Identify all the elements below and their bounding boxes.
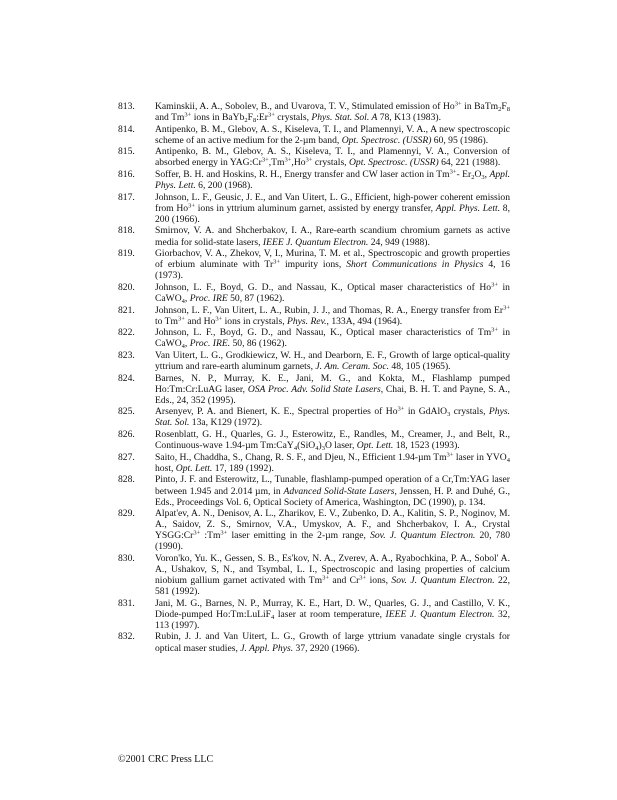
journal-name: Advanced Solid-State Lasers bbox=[283, 485, 395, 497]
copyright-footer: ©2001 CRC Press LLC bbox=[118, 754, 214, 765]
reference-text bbox=[155, 406, 510, 428]
text-segment: in CaWO bbox=[155, 327, 510, 350]
text-segment: ,Ho bbox=[291, 157, 306, 169]
subscript: 2 bbox=[498, 106, 502, 113]
reference-entry bbox=[118, 282, 510, 304]
text-segment: laser emitting in the 2-µm range, bbox=[227, 530, 371, 542]
text-segment: ions in yttrium aluminum garnet, assisted by energy transfer, bbox=[195, 202, 436, 214]
subscript: 4 bbox=[181, 297, 185, 305]
text-segment: crystals, bbox=[450, 406, 489, 418]
text-segment: :Er bbox=[256, 112, 268, 124]
reference-number: 831. bbox=[118, 597, 135, 609]
text-segment: ions in BaYb bbox=[191, 112, 245, 124]
reference-number: 816. bbox=[118, 169, 135, 181]
text-segment: and Cr bbox=[329, 575, 360, 587]
subscript: 3 bbox=[321, 445, 325, 453]
reference-text bbox=[155, 305, 510, 327]
text-segment: 37, 2920 (1966). bbox=[293, 642, 360, 654]
text-segment: Arsenyev, P. A. and Bienert, K. E., Spectral properties of Ho bbox=[155, 406, 398, 418]
text-segment: Antipenko, B. M., Glebov, A. S., Kiseleva, T. I., and Plamennyi, V. A., Conversion of absorbed energy in YAG:Cr bbox=[155, 146, 510, 169]
text-segment: 64, 221 (1988). bbox=[438, 157, 501, 169]
text-segment: Pinto, J. F. and Esterowitz, L., Tunable, flashlamp-pumped operation of a Cr,Tm:YAG laser between 1.945 and 2.014 µm, in bbox=[155, 474, 510, 497]
subscript: 4 bbox=[315, 445, 319, 453]
reference-text bbox=[155, 146, 510, 168]
supscript: 3+ bbox=[491, 326, 499, 334]
reference-entry bbox=[118, 631, 510, 653]
reference-text bbox=[155, 474, 510, 507]
text-segment: 24, 949 (1988). bbox=[368, 236, 430, 248]
text-segment: (SiO bbox=[297, 440, 316, 452]
reference-entry bbox=[118, 248, 510, 281]
journal-name: OSA Proc. Adv. Solid State Lasers bbox=[247, 383, 381, 395]
reference-entry bbox=[118, 327, 510, 349]
text-segment: Voron'ko, Yu. K., Gessen, S. B., Es'kov, N. A., Zverev, A. A., Ryabochkina, P. A., Sobol' A. A., Ushakov, S, N., and Tsymbal, L. I., Spectroscopic and lasing properties of calcium niobium gallium garnet activated with Tm bbox=[155, 552, 510, 587]
text-segment: 22, 581 (1992). bbox=[155, 575, 510, 598]
supscript: 3+ bbox=[178, 315, 185, 323]
journal-name: Proc. IRE bbox=[189, 292, 228, 304]
reference-text bbox=[155, 192, 510, 225]
supscript: 3+ bbox=[267, 111, 275, 119]
text-segment: Kaminskii, A. A., Sobolev, B., and Uvarova, T. V., Stimulated emission of Ho bbox=[155, 101, 455, 112]
supscript: 3+ bbox=[322, 574, 330, 582]
journal-name: IEEE J. Quantum Electron. bbox=[385, 608, 495, 620]
subscript: 2 bbox=[244, 117, 248, 125]
text-segment: , bbox=[484, 169, 490, 181]
text-segment: ions in crystals, bbox=[222, 315, 287, 327]
text-segment: , Jenssen, H. P. and Duhé, G., Eds., Proceedings Vol. 6, Optical Society of America, Washington, DC (1990), p. 134. bbox=[155, 485, 510, 508]
text-segment: Antipenko, B. M., Glebov, A. S., Kiseleva, T. I., and Plamennyi, V. A., A new spectroscopic scheme of an active medium for the 2-µm band, bbox=[155, 123, 510, 146]
reference-text bbox=[155, 553, 510, 597]
subscript: 3 bbox=[447, 411, 451, 419]
text-segment: 48, 105 (1965). bbox=[389, 361, 451, 373]
text-segment: to Tm bbox=[155, 315, 179, 327]
reference-entry bbox=[118, 598, 510, 631]
text-segment: 4, 16 (1973). bbox=[155, 259, 511, 282]
text-segment: O bbox=[474, 169, 482, 181]
text-segment: 17, 189 (1992). bbox=[212, 462, 274, 474]
subscript: 4 bbox=[293, 445, 298, 453]
journal-name: Sov. J. Quantum Electron. bbox=[391, 575, 495, 587]
text-segment: Jani, M. G., Barnes, N. P., Murray, K. E., Hart, D. W., Quarles, G. J., and Castillo, V. K., Diode-pumped Ho:Tm:LuLiF bbox=[155, 597, 510, 620]
reference-number: 821. bbox=[118, 304, 135, 316]
reference-text bbox=[155, 508, 510, 552]
text-segment: in BaTm bbox=[461, 101, 499, 112]
supscript: 3+ bbox=[491, 281, 498, 289]
supscript: 3+ bbox=[454, 100, 462, 108]
reference-entry bbox=[118, 192, 510, 225]
text-segment: Rubin, J. J. and Van Uitert, L. G., Growth of large yttrium vanadate single crystals for optical maser studies, bbox=[155, 631, 510, 654]
text-segment: and Tm bbox=[155, 112, 185, 124]
subscript: 3 bbox=[481, 174, 485, 182]
reference-entry bbox=[118, 474, 510, 507]
reference-number: 830. bbox=[118, 552, 135, 564]
reference-text bbox=[155, 169, 510, 191]
journal-name: Opt. Spectrosc. (USSR) bbox=[348, 157, 439, 169]
text-segment: Van Uitert, L. G., Grodkiewicz, W. H., and Dearborn, E. F., Growth of large optical-quality yttrium and rare-earth aluminum garnets, bbox=[155, 349, 510, 373]
journal-name: Proc. IRE. bbox=[189, 338, 231, 350]
text-segment: Smirnov, V. A. and Shcherbakov, I. A., Rare-earth scandium chromium garnets as active media for solid-state lasers, bbox=[155, 225, 510, 248]
reference-text bbox=[155, 124, 510, 146]
subscript: 2 bbox=[471, 174, 475, 182]
journal-name: Appl. Phys. Lett. bbox=[435, 202, 501, 214]
supscript: 3+ bbox=[359, 574, 367, 582]
text-segment: Giorbachov, V. A., Zhekov, V, I., Murina, T. M. et al., Spectroscopic and growth properties of erbium aluminate with Tr bbox=[155, 248, 510, 271]
text-segment: O laser, bbox=[324, 440, 357, 452]
reference-entry bbox=[118, 305, 510, 327]
text-segment: Johnson, L. F., Geusic, J. E., and Van Uitert, L. G., Efficient, high-power coherent emission from Ho bbox=[155, 191, 510, 214]
text-segment: 32, 113 (1997). bbox=[155, 608, 510, 631]
reference-list bbox=[118, 101, 510, 654]
supscript: 3+ bbox=[220, 529, 228, 537]
reference-text bbox=[155, 373, 510, 406]
text-segment: - Er bbox=[456, 169, 472, 181]
text-segment: 20, 780 (1990). bbox=[155, 530, 510, 553]
text-segment: 18, 1523 (1993). bbox=[393, 440, 460, 452]
reference-number: 820. bbox=[118, 281, 135, 293]
text-segment: 6, 200 (1968). bbox=[195, 180, 253, 192]
supscript: 3+ bbox=[188, 202, 196, 210]
text-segment: 8, 200 (1966). bbox=[155, 202, 510, 225]
reference-number: 817. bbox=[118, 191, 135, 203]
supscript: 3+ bbox=[503, 304, 510, 312]
reference-entry bbox=[118, 169, 510, 191]
reference-number: 819. bbox=[118, 248, 135, 260]
reference-number: 824. bbox=[118, 372, 135, 384]
subscript: 4 bbox=[506, 456, 510, 464]
journal-name: Opt. Lett. bbox=[175, 462, 213, 474]
reference-number: 823. bbox=[118, 349, 135, 361]
text-segment: impurity ions, bbox=[280, 259, 347, 271]
reference-text bbox=[155, 452, 510, 474]
reference-text bbox=[155, 631, 510, 653]
reference-number: 814. bbox=[118, 123, 135, 135]
reference-number: 826. bbox=[118, 429, 135, 441]
reference-number: 828. bbox=[118, 474, 135, 486]
reference-entry bbox=[118, 350, 510, 372]
reference-number: 818. bbox=[118, 225, 135, 237]
supscript: 3+ bbox=[215, 315, 223, 323]
text-segment: in GdAlO bbox=[404, 406, 448, 418]
supscript: 3+ bbox=[193, 529, 201, 537]
reference-text bbox=[155, 429, 510, 451]
text-segment: crystals, bbox=[274, 112, 312, 124]
text-segment: and Ho bbox=[184, 315, 216, 327]
text-segment: 78, K13 (1983). bbox=[377, 112, 441, 124]
supscript: 3+ bbox=[184, 111, 192, 119]
supscript: 3+ bbox=[305, 156, 313, 164]
journal-name: Phys. Stat. Sol. A bbox=[311, 112, 378, 124]
journal-name: Sov. J. Quantum Electron. bbox=[370, 530, 476, 542]
supscript: 3+ bbox=[397, 405, 405, 413]
text-segment: host, bbox=[155, 462, 176, 474]
text-segment: ,Tm bbox=[268, 157, 285, 169]
text-segment: laser in YVO bbox=[453, 451, 507, 463]
text-segment: , 133A, 494 (1964). bbox=[326, 315, 403, 327]
text-segment: Johnson, L. F., Boyd, G. D., and Nassau, K., Optical maser characteristics of Tm bbox=[155, 327, 492, 339]
text-segment: Johnson, L. F., Van Uitert, L. A., Rubin, J. J., and Thomas, R. A., Energy transfer from Er bbox=[155, 304, 504, 316]
reference-entry bbox=[118, 452, 510, 474]
reference-entry bbox=[118, 429, 510, 451]
reference-text bbox=[155, 101, 510, 123]
supscript: 3+ bbox=[261, 156, 269, 164]
reference-number: 832. bbox=[118, 631, 135, 643]
journal-name: Phys. Rev. bbox=[287, 315, 327, 327]
reference-text bbox=[155, 327, 510, 349]
text-segment: ions, bbox=[366, 575, 392, 587]
supscript: 3+ bbox=[446, 451, 454, 459]
supscript: 3+ bbox=[284, 156, 292, 164]
reference-text bbox=[155, 350, 510, 372]
reference-number: 827. bbox=[118, 451, 135, 463]
text-segment: in CaWO bbox=[155, 281, 510, 304]
text-segment: 50, 86 (1962). bbox=[230, 338, 287, 350]
text-segment: F bbox=[501, 101, 507, 112]
journal-name: J. Am. Ceram. Soc. bbox=[315, 361, 390, 373]
journal-name: Phys. Stat. Sol. bbox=[155, 406, 510, 429]
reference-entry bbox=[118, 373, 510, 406]
text-segment: Alpat'ev, A. N., Denisov, A. L., Zharikov, E. V., Zubenko, D. A., Kalitin, S. P., Noginov, M. A., Saidov, Z. S., Smirnov, V.A., Umyskov, A. F., and Shcherbakov, I. A., Crystal YSGG:Cr bbox=[155, 508, 510, 542]
reference-number: 829. bbox=[118, 508, 135, 520]
text-segment: crystals, bbox=[312, 157, 349, 169]
reference-text bbox=[155, 248, 510, 281]
subscript: 4 bbox=[271, 613, 275, 621]
text-segment: , bbox=[184, 292, 190, 304]
journal-name: Short Communications in Physics bbox=[346, 259, 484, 271]
text-segment: 50, 87 (1962). bbox=[227, 292, 285, 304]
subscript: 4 bbox=[181, 343, 185, 351]
reference-text bbox=[155, 282, 510, 304]
reference-entry bbox=[118, 101, 510, 123]
text-segment: laser at room temperature, bbox=[274, 608, 386, 620]
reference-number: 815. bbox=[118, 146, 135, 158]
reference-text bbox=[155, 598, 510, 631]
reference-entry bbox=[118, 406, 510, 428]
reference-entry bbox=[118, 225, 510, 247]
reference-entry bbox=[118, 146, 510, 168]
journal-name: J. Appl. Phys. bbox=[240, 642, 294, 654]
journal-name: Opt. Lett. bbox=[356, 440, 394, 452]
text-segment: Rosenblatt, G. H., Quarles, G. J., Esterowitz, E., Randles, M., Creamer, J., and Belt, R., Continuous-wave 1.94-µm Tm:CaY bbox=[155, 429, 510, 452]
text-segment: Soffer, B. H. and Hoskins, R. H., Energy transfer and CW laser action in Tm bbox=[155, 169, 450, 181]
reference-entry bbox=[118, 508, 510, 552]
text-segment: Barnes, N. P., Murray, K. E., Jani, M. G., and Kokta, M., Flashlamp pumped Ho:Tm:Cr:LuAG laser, bbox=[155, 372, 510, 395]
reference-number: 825. bbox=[118, 406, 135, 418]
text-segment: 13a, K129 (1972). bbox=[189, 417, 263, 429]
text-segment: , Chai, B. H. T. and Payne, S. A., Eds., 24, 352 (1995). bbox=[155, 383, 510, 406]
reference-number: 813. bbox=[118, 101, 135, 112]
supscript: 3+ bbox=[273, 258, 281, 266]
subscript: 8 bbox=[252, 117, 257, 125]
journal-name: Appl. Phys. Lett. bbox=[155, 169, 511, 192]
reference-text bbox=[155, 225, 510, 247]
supscript: 3+ bbox=[449, 168, 457, 176]
text-segment: 60, 95 (1986). bbox=[431, 134, 489, 146]
text-segment: ) bbox=[318, 440, 322, 452]
reference-number: 822. bbox=[118, 327, 135, 339]
text-segment: Johnson, L. F., Boyd, G. D., and Nassau, K., Optical maser characteristics of Ho bbox=[155, 281, 492, 293]
journal-name: Opt. Spectrosc. (USSR) bbox=[341, 134, 432, 146]
reference-entry bbox=[118, 124, 510, 146]
reference-entry bbox=[118, 553, 510, 597]
text-segment: , bbox=[184, 338, 190, 350]
text-segment: F bbox=[247, 112, 253, 124]
text-segment: :Tm bbox=[200, 530, 221, 542]
journal-name: IEEE J. Quantum Electron. bbox=[262, 236, 369, 248]
subscript: 8 bbox=[506, 106, 510, 113]
text-segment: Saito, H., Chaddha, S., Chang, R. S. F., and Djeu, N., Efficient 1.94-µm Tm bbox=[155, 451, 447, 463]
